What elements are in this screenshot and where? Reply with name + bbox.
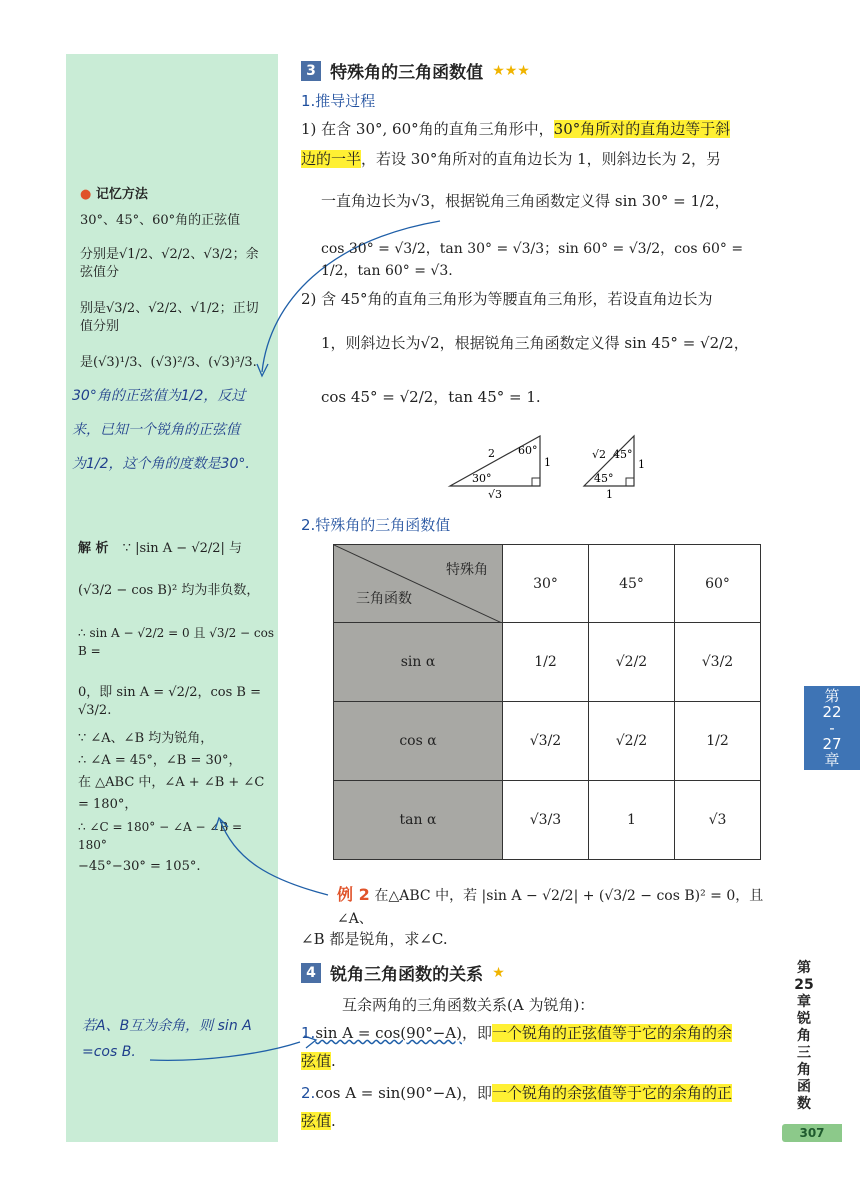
right-angle-mark xyxy=(532,478,540,486)
special-triangles-figure xyxy=(440,430,670,502)
highlight-text: 一个锐角的正弦值等于它的余角的余 xyxy=(492,1024,733,1042)
relation-item-1 xyxy=(301,1022,781,1072)
example-2-cont: ∠B 都是锐角，求∠C. xyxy=(301,930,448,948)
table-cell: √2/2 xyxy=(589,702,675,781)
row-header: sin α xyxy=(334,623,503,702)
corner-bottom-label: 三角函数 xyxy=(356,591,412,607)
example-2 xyxy=(337,884,777,930)
memory-line: 别是√3/2、√2/2、√1/2；正切值分别 xyxy=(80,301,259,334)
tri1-side-label: 1 xyxy=(544,456,551,469)
table-row xyxy=(334,781,761,860)
table-header-row xyxy=(334,545,761,623)
note-line: =cos B. xyxy=(82,1044,136,1060)
subheading-derivation: 1.推导过程 xyxy=(301,92,376,110)
column-header: 45° xyxy=(589,545,675,623)
memory-line: 30°、45°、60°角的正弦值 xyxy=(80,213,241,228)
solution-line: 在 △ABC 中，∠A + ∠B + ∠C xyxy=(78,775,265,790)
row-header: tan α xyxy=(334,781,503,860)
item-number: 2. xyxy=(301,1084,316,1102)
section-number-badge: 4 xyxy=(301,963,321,983)
note-line: 30°角的正弦值为1/2，反过 xyxy=(72,388,246,404)
note-line: 若A、B互为余角，则 sin A xyxy=(82,1018,252,1034)
solution-line: −45°−30° = 105°. xyxy=(78,859,201,874)
tri2-angle-bottom-label: 45° xyxy=(594,472,614,485)
difficulty-stars-icon: ★ xyxy=(492,964,505,981)
tri2-side-label: 1 xyxy=(638,458,645,471)
table-cell: 1/2 xyxy=(503,623,589,702)
table-cell: √3/2 xyxy=(675,623,761,702)
text-span: ，即 xyxy=(462,1084,493,1102)
tri2-angle-top-label: 45° xyxy=(613,448,633,461)
section-3-heading xyxy=(301,58,530,83)
difficulty-stars-icon: ★★★ xyxy=(492,62,530,79)
highlight-text: 弦值 xyxy=(301,1052,332,1070)
highlight-text: 一个锐角的余弦值等于它的余角的正 xyxy=(492,1084,733,1102)
solution-line: ∴ ∠C = 180° − ∠A − ∠B = 180° xyxy=(78,820,243,852)
text-span: ，即 xyxy=(462,1024,493,1042)
corner-top-label: 特殊角 xyxy=(446,562,488,578)
formula-text: sin A = cos(90°−A) xyxy=(315,1024,462,1042)
solution-line: ∴ sin A − √2/2 = 0 且 √3/2 − cos B = xyxy=(78,626,274,658)
solution-line: ∵ |sin A − √2/2| 与 xyxy=(122,541,243,556)
example-text: 在△ABC 中，若 |sin A − √2/2| + (√3/2 − cos B)² = 0，且∠A、 xyxy=(337,888,764,927)
tab-text: - xyxy=(829,719,835,737)
bullet-icon: ● xyxy=(80,187,92,202)
arrow-line xyxy=(220,820,328,895)
chapter-range-tab[interactable] xyxy=(804,686,860,770)
section-title: 特殊角的三角函数值 xyxy=(330,63,484,83)
paragraph-45 xyxy=(301,288,781,408)
solution-line: = 180°， xyxy=(78,797,138,812)
tri1-angle60-label: 60° xyxy=(518,444,538,457)
page-number: 307 xyxy=(782,1124,842,1142)
highlight-text: 30°角所对的直角边等于斜 xyxy=(553,120,731,138)
section-title: 锐角三角函数的关系 xyxy=(330,965,484,985)
formula-text: cos A = sin(90°−A) xyxy=(315,1084,462,1102)
text-span: cos 30° = √3/2，tan 30° = √3/3；sin 60° = √3/2，cos 60° = 1/2，tan 60° = √3. xyxy=(321,241,744,279)
memory-line: 分别是√1/2、√2/2、√3/2；余弦值分 xyxy=(80,247,259,280)
tri1-hyp-label: 2 xyxy=(488,447,495,460)
text-span: 1，则斜边长为√2，根据锐角三角函数定义得 sin 45° = √2/2， xyxy=(321,334,749,352)
section-number-badge: 3 xyxy=(301,61,321,81)
diagonal-line xyxy=(334,545,502,623)
section-4-intro: 互余两角的三角函数关系(A 为锐角)： xyxy=(342,996,595,1014)
subheading-values: 2.特殊角的三角函数值 xyxy=(301,516,451,534)
right-angle-mark xyxy=(626,478,634,486)
note-line: 为1/2，这个角的度数是30°. xyxy=(72,456,250,472)
solution-line: 0，即 sin A = √2/2，cos B = √3/2. xyxy=(78,685,261,718)
solution-title: 解 析 xyxy=(78,541,109,556)
tri2-hyp-label: √2 xyxy=(592,448,607,461)
text-span: ，若设 30°角所对的直角边长为 1，则斜边长为 2，另 xyxy=(361,150,721,168)
note-line: 来，已知一个锐角的正弦值 xyxy=(72,422,240,438)
table-row xyxy=(334,623,761,702)
section-4-heading xyxy=(301,960,505,985)
solution-line: ∵ ∠A、∠B 均为锐角， xyxy=(78,731,214,746)
text-span: 2) 含 45°角的直角三角形为等腰直角三角形，若设直角边长为 xyxy=(301,290,713,308)
paragraph-30-60 xyxy=(301,118,781,282)
tri2-base-label: 1 xyxy=(606,488,613,501)
tri1-angle30-label: 30° xyxy=(472,472,492,485)
table-cell: √3/2 xyxy=(503,702,589,781)
highlight-text: 弦值 xyxy=(301,1112,332,1130)
table-cell: 1/2 xyxy=(675,702,761,781)
table-cell: √2/2 xyxy=(589,623,675,702)
column-header: 30° xyxy=(503,545,589,623)
tri1-base-label: √3 xyxy=(488,488,503,501)
chapter-title-vertical: 第25章 锐角三角函数 xyxy=(794,960,814,1112)
column-header: 60° xyxy=(675,545,761,623)
table-cell: √3/3 xyxy=(503,781,589,860)
table-cell: √3 xyxy=(675,781,761,860)
tab-text: 章 xyxy=(824,751,840,769)
text-span: 1) 在含 30°, 60°角的直角三角形中， xyxy=(301,120,554,138)
arrow-line xyxy=(150,1042,300,1060)
table-row xyxy=(334,702,761,781)
text-span: . xyxy=(331,1052,336,1070)
special-angle-table xyxy=(333,544,761,860)
memory-line: 是(√3)¹/3、(√3)²/3、(√3)³/3. xyxy=(80,355,257,370)
text-span: . xyxy=(331,1112,336,1130)
row-header: cos α xyxy=(334,702,503,781)
example-label: 例 2 xyxy=(337,885,370,904)
solution-line: (√3/2 − cos B)² 均为非负数， xyxy=(78,583,260,598)
highlight-text: 边的一半 xyxy=(301,150,362,168)
text-span: 一直角边长为√3，根据锐角三角函数定义得 sin 30° = 1/2， xyxy=(321,192,730,210)
item-number: 1. xyxy=(301,1024,316,1042)
memory-title: 记忆方法 xyxy=(95,187,148,202)
relation-item-2 xyxy=(301,1082,781,1132)
solution-line: ∴ ∠A = 45°，∠B = 30°， xyxy=(78,753,242,768)
tab-text: 27 xyxy=(822,735,842,753)
tab-text: 22 xyxy=(822,703,842,721)
table-cell: 1 xyxy=(589,781,675,860)
table-corner-cell xyxy=(334,545,503,623)
tab-text: 第 xyxy=(824,687,840,705)
text-span: cos 45° = √2/2，tan 45° = 1. xyxy=(321,388,541,406)
